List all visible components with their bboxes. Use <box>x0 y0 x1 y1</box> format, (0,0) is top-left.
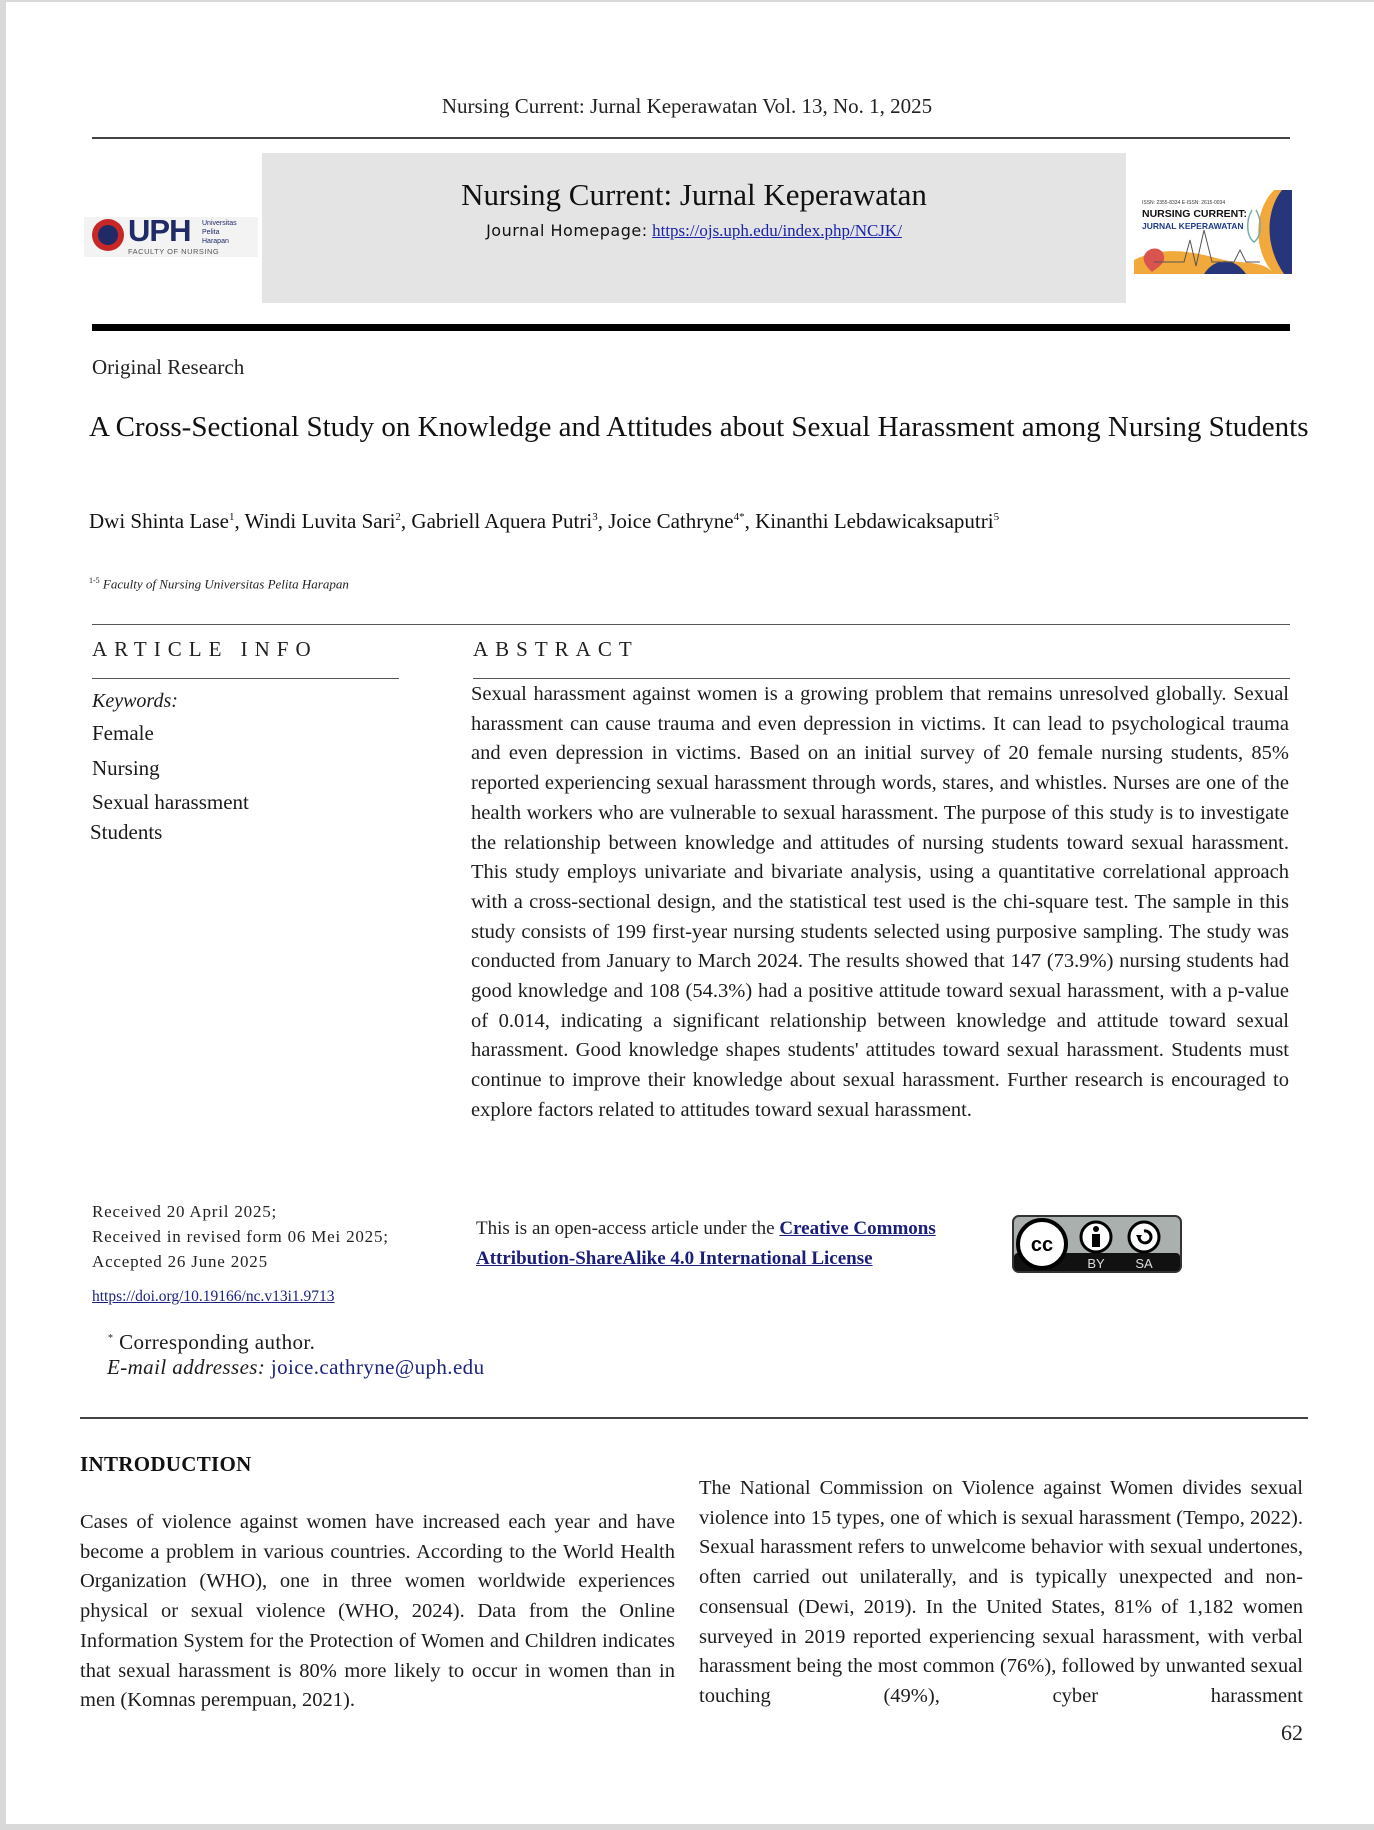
abstract-text: Sexual harassment against women is a growing problem that remains unresolved globally. Sexual harassment can cause trauma and even depression in victims. It can lead to psychological trauma and even depression in victims. Based on an initial survey of 20 female nursing students, 85% reported experiencing sexual harassment through words, stares, and whistles. Nurses are one of the health workers who are vulnerable to sexual harassment. The purpose of this study is to investigate the relationship between knowledge and attitudes of nursing students toward sexual harassment. This study employs univariate and bivariate analysis, using a quantitative correlational approach with a cross-sectional design, and the statistical test used is the chi-square test. The sample in this study consists of 199 first-year nursing students selected using purposive sampling. The study was conducted from January to March 2024. The results showed that 147 (73.9%) nursing students had good knowledge and 108 (54.3%) had a positive attitude toward sexual harassment, with a p-value of 0.014, indicating a significant relationship between knowledge and attitude toward sexual harassment. Good knowledge shapes students' attitudes toward sexual harassment. Students must continue to improve their knowledge about sexual harassment. Further research is encouraged to explore factors related to attitudes toward sexual harassment. <box>471 683 1289 1121</box>
uph-emblem-icon <box>92 219 124 251</box>
body-rule <box>80 1417 1308 1419</box>
corresponding-author: * Corresponding author. E-mail addresses: joice.cathryne@uph.edu <box>107 1330 485 1379</box>
author-list: Dwi Shinta Lase$^1$, Windi Luvita Sari$^2$, Gabriell Aquera Putri$^3$, Joice Cathryne$^{4*}$, Kinanthi Lebdawicaksaputri$^5$ <box>89 509 1000 533</box>
page-number: 62 <box>1281 1720 1303 1745</box>
license-link[interactable]: Creative Commons Attribution-ShareAlike 4.0 International License <box>476 1218 936 1269</box>
author: Joice Cathryne <box>608 509 734 533</box>
article-type: Original Research <box>92 355 245 379</box>
intro-paragraph-left: Cases of violence against women have increased each year and have become a problem in various countries. According to the World Health Organization (WHO), one in three women worldwide experiences physical or sexual violence (WHO, 2024). Data from the Online Information System for the Protection of Women and Children indicates that sexual harassment is 80% more likely to occur in women than in men (Komnas perempuan, 2021). <box>80 1511 675 1712</box>
header-rule <box>92 137 1290 139</box>
email-label: E-mail addresses: <box>107 1355 266 1379</box>
uph-faculty: FACULTY OF NURSING <box>128 247 220 256</box>
banner-rule <box>92 324 1290 331</box>
section-rule <box>92 624 1290 625</box>
intro-paragraph-right: The National Commission on Violence against Women divides sexual violence into 15 types, one of which is sexual harassment (Tempo, 2022). Sexual harassment refers to unwelcome behavior with sexual undertones, often carried out unilaterally, and is typically unexpected and non-consensual (Dewi, 2019). In the United States, 81% of 1,182 women surveyed in 2019 reported experiencing sexual harassment, with verbal harassment being the most common (76%), followed by unwanted sexual touching (49%), cyber harassment <box>699 1477 1303 1707</box>
running-head: Nursing Current: Jurnal Keperawatan Vol. 13, No. 1, 2025 <box>441 94 933 118</box>
cc-text: cc <box>1030 1234 1054 1256</box>
abstract-heading: ABSTRACT <box>473 637 639 661</box>
cc-by-sa-badge[interactable] <box>1012 1215 1182 1273</box>
article-dates <box>92 1199 389 1274</box>
received-date: Received 20 April 2025; <box>92 1202 278 1221</box>
affiliation: $^{1-5}$ Faculty of Nursing Universitas Pelita Harapan <box>89 576 349 592</box>
author: Kinanthi Lebdawicaksaputri <box>755 509 994 533</box>
keyword: Nursing <box>92 756 160 780</box>
keywords-label: Keywords: <box>92 690 178 712</box>
introduction-heading: INTRODUCTION <box>80 1452 252 1476</box>
journal-banner <box>262 153 1126 303</box>
journal-name: Nursing Current: Jurnal Keperawatan <box>461 177 927 212</box>
doi-link[interactable]: https://doi.org/10.19166/nc.v13i1.9713 <box>92 1288 335 1305</box>
share-alike-icon <box>1129 1222 1159 1252</box>
cover-subtitle: JURNAL KEPERAWATAN <box>1142 221 1244 231</box>
uph-sub-lines: Universitas Pelita Harapan <box>202 220 237 245</box>
issn: ISSN: 2355-8334 E-ISSN: 2615-0034 <box>1142 200 1226 206</box>
keyword: Female <box>92 721 154 745</box>
revised-date: Received in revised form 06 Mei 2025; <box>92 1227 389 1246</box>
author: Gabriell Aquera Putri <box>411 509 593 533</box>
homepage-link[interactable]: https://ojs.uph.edu/index.php/NCJK/ <box>652 221 902 240</box>
homepage-label: Journal Homepage: <box>486 221 648 240</box>
license-statement: This is an open-access article under the Creative Commons Attribution-ShareAlike 4.0 International License <box>476 1218 936 1269</box>
by-label: BY <box>1087 1256 1105 1271</box>
uph-wordmark: UPH <box>128 213 191 248</box>
uph-logo <box>84 213 258 257</box>
accepted-date: Accepted 26 June 2025 <box>92 1252 268 1271</box>
article-info-rule <box>92 678 399 679</box>
journal-homepage <box>262 220 1126 241</box>
keyword: Sexual harassment <box>92 790 249 814</box>
journal-cover-logo <box>1134 190 1292 274</box>
abstract-rule <box>473 678 1290 679</box>
keyword: Students <box>90 820 163 844</box>
author: Dwi Shinta Lase <box>89 509 229 533</box>
article-title: A Cross-Sectional Study on Knowledge and Attitudes about Sexual Harassment among Nursing Students <box>89 411 1309 443</box>
author: Windi Luvita Sari <box>244 509 396 533</box>
email-link[interactable]: joice.cathryne@uph.edu <box>270 1355 485 1379</box>
cover-title: NURSING CURRENT: <box>1142 208 1247 220</box>
sa-label: SA <box>1135 1256 1153 1271</box>
article-info-heading: ARTICLE INFO <box>92 637 318 661</box>
